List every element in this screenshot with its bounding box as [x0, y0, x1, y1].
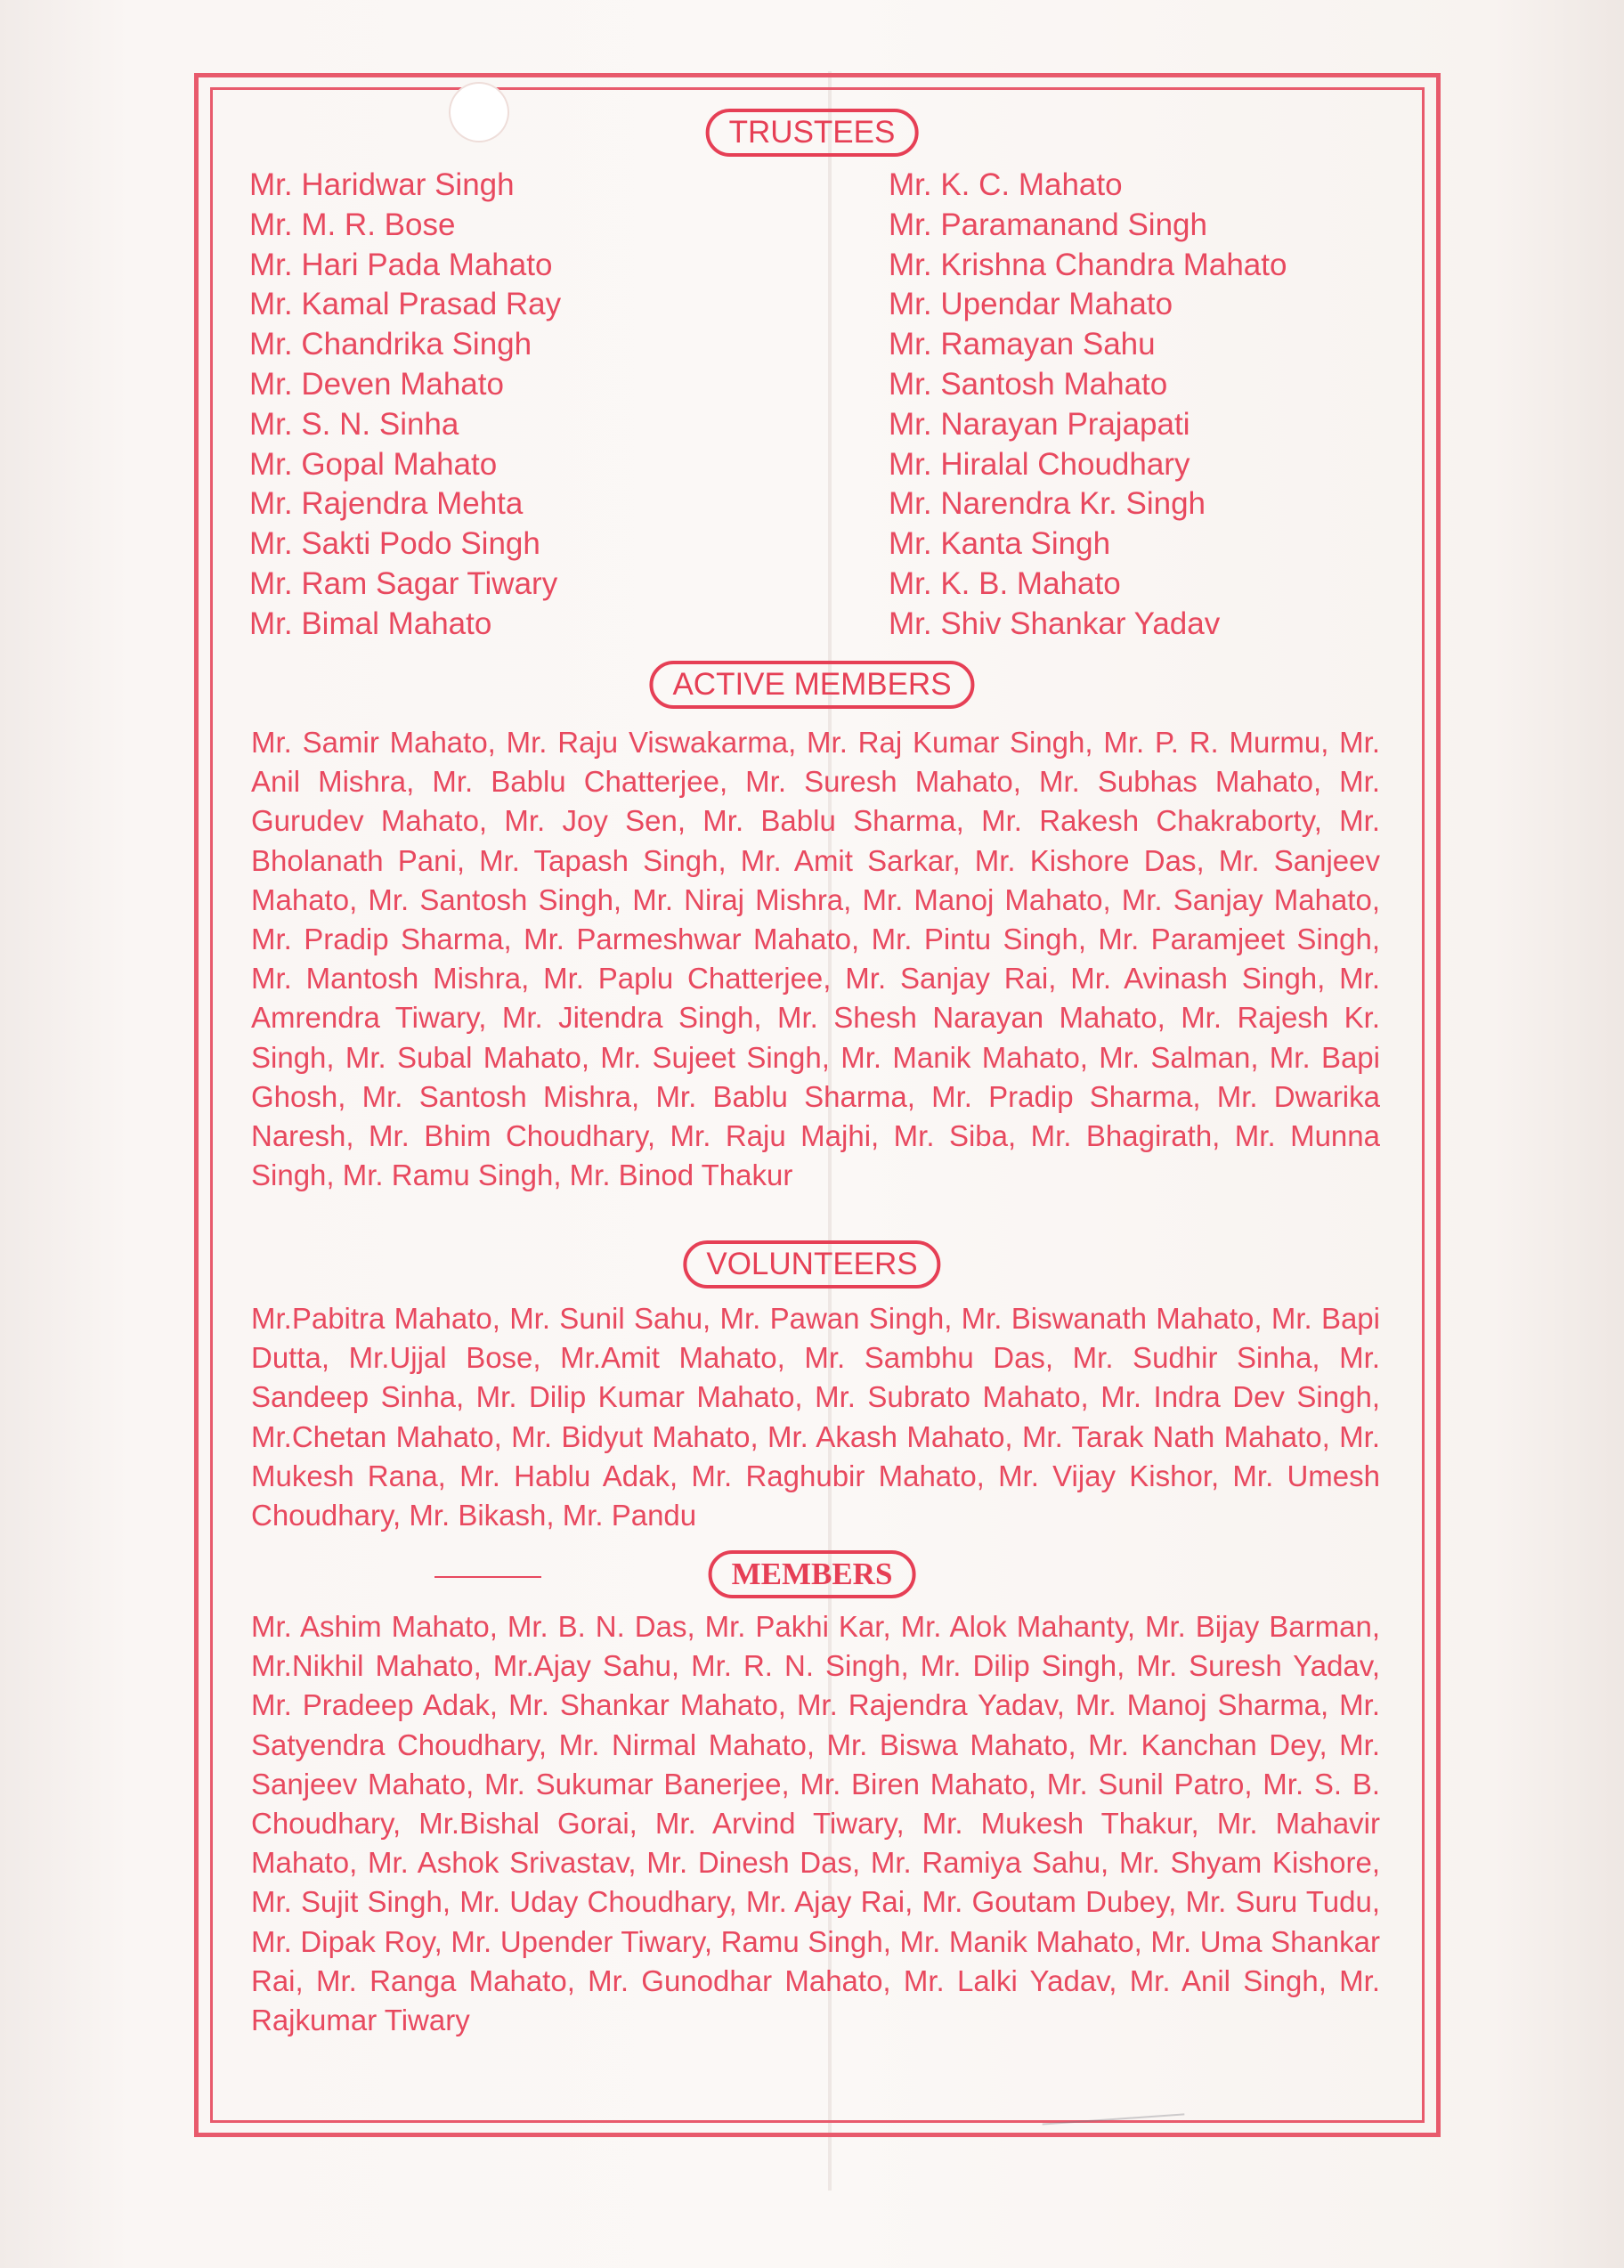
trustees-heading: TRUSTEES	[706, 109, 919, 157]
trustee-name: Mr. Ram Sagar Tiwary	[249, 565, 558, 601]
trustee-name: Mr. Kanta Singh	[889, 526, 1111, 562]
trustee-name: Mr. Shiv Shankar Yadav	[889, 606, 1221, 641]
trustee-name: Mr. Chandrika Singh	[249, 327, 532, 362]
trustee-name: Mr. Santosh Mahato	[889, 366, 1168, 402]
active-members-heading: ACTIVE MEMBERS	[649, 661, 974, 709]
members-heading: MEMBERS	[709, 1550, 916, 1598]
trustees-right-column	[889, 166, 1287, 645]
decorative-dash	[434, 1576, 541, 1578]
trustee-name: Mr. K. B. Mahato	[889, 565, 1121, 601]
trustee-name: Mr. Krishna Chandra Mahato	[889, 247, 1287, 282]
trustee-name: Mr. Ramayan Sahu	[889, 327, 1156, 362]
trustee-name: Mr. Hiralal Choudhary	[889, 446, 1190, 482]
trustee-name: Mr. Narendra Kr. Singh	[889, 486, 1206, 522]
trustee-name: Mr. S. N. Sinha	[249, 406, 459, 442]
members-list: Mr. Ashim Mahato, Mr. B. N. Das, Mr. Pakhi Kar, Mr. Alok Mahanty, Mr. Bijay Barman, Mr.Nikhil Mahato, Mr.Ajay Sahu, Mr. R. N. Singh, Mr. Dilip Singh, Mr. Suresh Yadav, Mr. Pradeep Adak, Mr. Shankar Mahato, Mr. Rajendra Yadav, Mr. Manoj Sharma, Mr. Satyendra Choudhary, Mr. Nirmal Mahato, Mr. Biswa Mahato, Mr. Kanchan Dey, Mr. Sanjeev Mahato, Mr. Sukumar Banerjee, Mr. Biren Mahato, Mr. Sunil Patro, Mr. S. B. Choudhary, Mr.Bishal Gorai, Mr. Arvind Tiwary, Mr. Mukesh Thakur, Mr. Mahavir Mahato, Mr. Ashok Srivastav, Mr. Dinesh Das, Mr. Ramiya Sahu, Mr. Shyam Kishore, Mr. Sujit Singh, Mr. Uday Choudhary, Mr. Ajay Rai, Mr. Goutam Dubey, Mr. Suru Tudu, Mr. Dipak Roy, Mr. Upender Tiwary, Ramu Singh, Mr. Manik Mahato, Mr. Uma Shankar Rai, Mr. Ranga Mahato, Mr. Gunodhar Mahato, Mr. Lalki Yadav, Mr. Anil Singh, Mr. Rajkumar Tiwary	[251, 1610, 1380, 2037]
trustee-name: Mr. K. C. Mahato	[889, 167, 1123, 202]
trustees-left-column	[249, 166, 561, 645]
trustee-name: Mr. Narayan Prajapati	[889, 406, 1190, 442]
trustee-name: Mr. Deven Mahato	[249, 366, 504, 402]
trustee-name: Mr. Kamal Prasad Ray	[249, 287, 562, 322]
trustee-name: Mr. Rajendra Mehta	[249, 486, 524, 522]
active-members-list: Mr. Samir Mahato, Mr. Raju Viswakarma, Mr. Raj Kumar Singh, Mr. P. R. Murmu, Mr. Anil Mishra, Mr. Bablu Chatterjee, Mr. Suresh Mahato, Mr. Subhas Mahato, Mr. Gurudev Mahato, Mr. Joy Sen, Mr. Bablu Sharma, Mr. Rakesh Chakraborty, Mr. Bholanath Pani, Mr. Tapash Singh, Mr. Amit Sarkar, Mr. Kishore Das, Mr. Sanjeev Mahato, Mr. Santosh Singh, Mr. Niraj Mishra, Mr. Manoj Mahato, Mr. Sanjay Mahato, Mr. Pradip Sharma, Mr. Parmeshwar Mahato, Mr. Pintu Singh, Mr. Paramjeet Singh, Mr. Mantosh Mishra, Mr. Paplu Chatterjee, Mr. Sanjay Rai, Mr. Avinash Singh, Mr. Amrendra Tiwary, Mr. Jitendra Singh, Mr. Shesh Narayan Mahato, Mr. Rajesh Kr. Singh, Mr. Subal Mahato, Mr. Sujeet Singh, Mr. Manik Mahato, Mr. Salman, Mr. Bapi Ghosh, Mr. Santosh Mishra, Mr. Bablu Sharma, Mr. Pradip Sharma, Mr. Dwarika Naresh, Mr. Bhim Choudhary, Mr. Raju Majhi, Mr. Siba, Mr. Bhagirath, Mr. Munna Singh, Mr. Ramu Singh, Mr. Binod Thakur	[251, 726, 1380, 1192]
trustee-name: Mr. Paramanand Singh	[889, 207, 1207, 242]
trustee-name: Mr. Bimal Mahato	[249, 606, 492, 641]
trustee-name: Mr. Sakti Podo Singh	[249, 526, 540, 562]
trustee-name: Mr. Haridwar Singh	[249, 167, 515, 202]
trustee-name: Mr. Hari Pada Mahato	[249, 247, 553, 282]
trustee-name: Mr. Upendar Mahato	[889, 287, 1173, 322]
trustee-name: Mr. Gopal Mahato	[249, 446, 498, 482]
punch-hole	[449, 82, 509, 142]
volunteers-list: Mr.Pabitra Mahato, Mr. Sunil Sahu, Mr. Pawan Singh, Mr. Biswanath Mahato, Mr. Bapi Dutta, Mr.Ujjal Bose, Mr.Amit Mahato, Mr. Sambhu Das, Mr. Sudhir Sinha, Mr. Sandeep Sinha, Mr. Dilip Kumar Mahato, Mr. Subrato Mahato, Mr. Indra Dev Singh, Mr.Chetan Mahato, Mr. Bidyut Mahato, Mr. Akash Mahato, Mr. Tarak Nath Mahato, Mr. Mukesh Rana, Mr. Hablu Adak, Mr. Raghubir Mahato, Mr. Vijay Kishor, Mr. Umesh Choudhary, Mr. Bikash, Mr. Pandu	[251, 1302, 1380, 1532]
volunteers-heading: VOLUNTEERS	[683, 1240, 940, 1288]
trustee-name: Mr. M. R. Bose	[249, 207, 456, 242]
